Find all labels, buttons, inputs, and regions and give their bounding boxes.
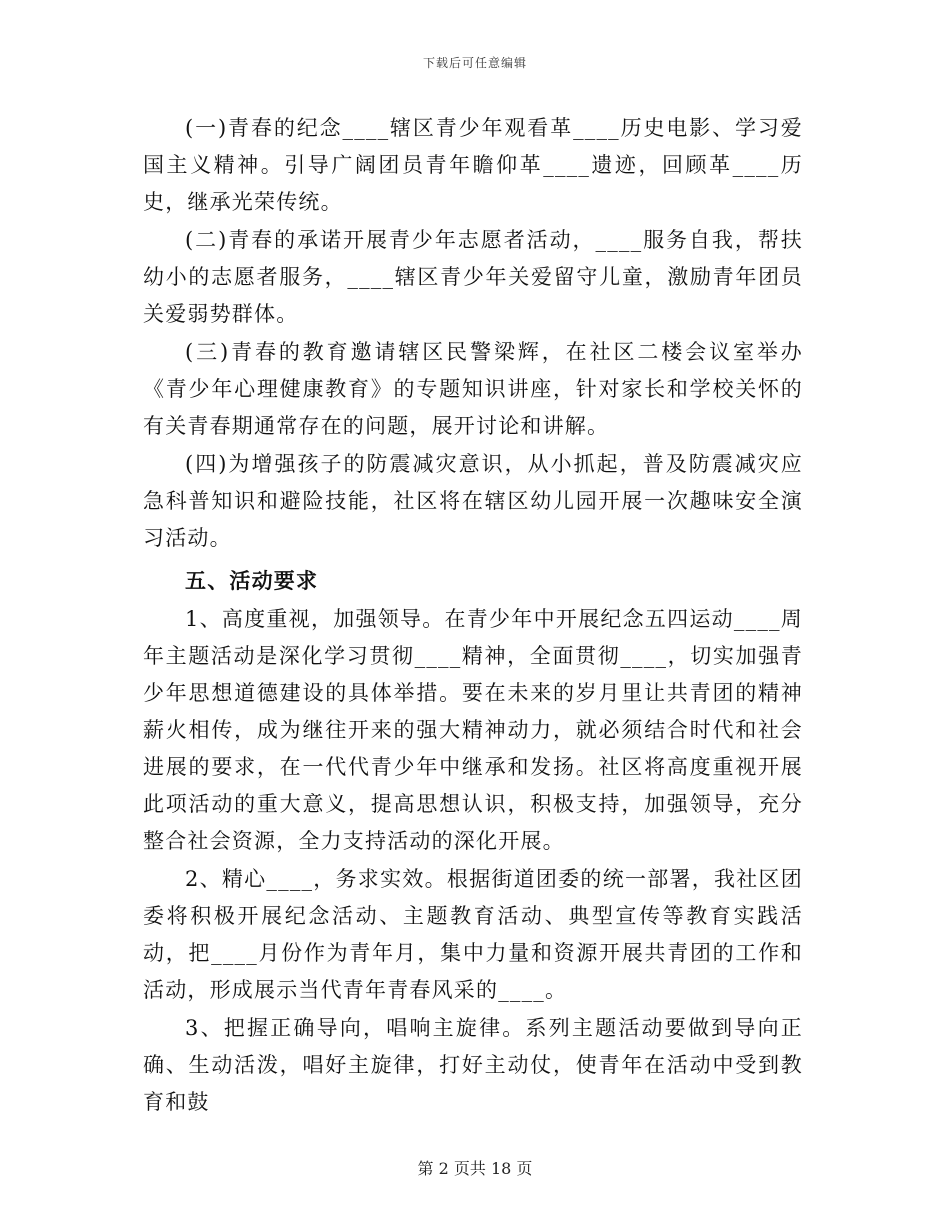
paragraph-activity-3: (三)青春的教育邀请辖区民警梁辉，在社区二楼会议室举办《青少年心理健康教育》的专题知识讲座，针对家长和学校关怀的有关青春期通常存在的问题，展开讨论和讲解。 <box>143 340 803 438</box>
paragraph-requirement-3: 3、把握正确导向，唱响主旋律。系列主题活动要做到导向正确、生动活泼，唱好主旋律，打好主动仗，使青年在活动中受到教育和鼓 <box>143 1016 803 1114</box>
document-body <box>143 110 803 1121</box>
section-heading-requirements: 五、活动要求 <box>185 568 319 593</box>
paragraph-requirement-1: 1、高度重视，加强领导。在青少年中开展纪念五四运动____周年主题活动是深化学习贯彻____精神，全面贯彻____，切实加强青少年思想道德建设的具体举措。要在未来的岁月里让共青团的精神薪火相传，成为继往开来的强大精神动力，就必须结合时代和社会进展的要求，在一代代青少年中继承和发扬。社区将高度重视开展此项活动的重大意义，提高思想认识，积极支持，加强领导，充分整合社会资源，全力支持活动的深化开展。 <box>143 607 803 853</box>
paragraph-activity-2: (二)青春的承诺开展青少年志愿者活动，____服务自我，帮扶幼小的志愿者服务，____辖区青少年关爱留守儿童，激励青年团员关爱弱势群体。 <box>143 228 803 326</box>
page-number-footer: 第 2 页共 18 页 <box>417 1159 533 1178</box>
page-header: 下载后可任意编辑 <box>422 56 527 70</box>
paragraph-activity-4: (四)为增强孩子的防震减灾意识，从小抓起，普及防震减灾应急科普知识和避险技能，社区将在辖区幼儿园开展一次趣味安全演习活动。 <box>143 452 803 550</box>
paragraph-requirement-2: 2、精心____，务求实效。根据街道团委的统一部署，我社区团委将积极开展纪念活动、主题教育活动、典型宣传等教育实践活动，把____月份作为青年月，集中力量和资源开展共青团的工作和活动，形成展示当代青年青春风采的____。 <box>143 867 803 1002</box>
paragraph-activity-1: (一)青春的纪念____辖区青少年观看革____历史电影、学习爱国主义精神。引导广阔团员青年瞻仰革____遗迹，回顾革____历史，继承光荣传统。 <box>143 116 803 214</box>
